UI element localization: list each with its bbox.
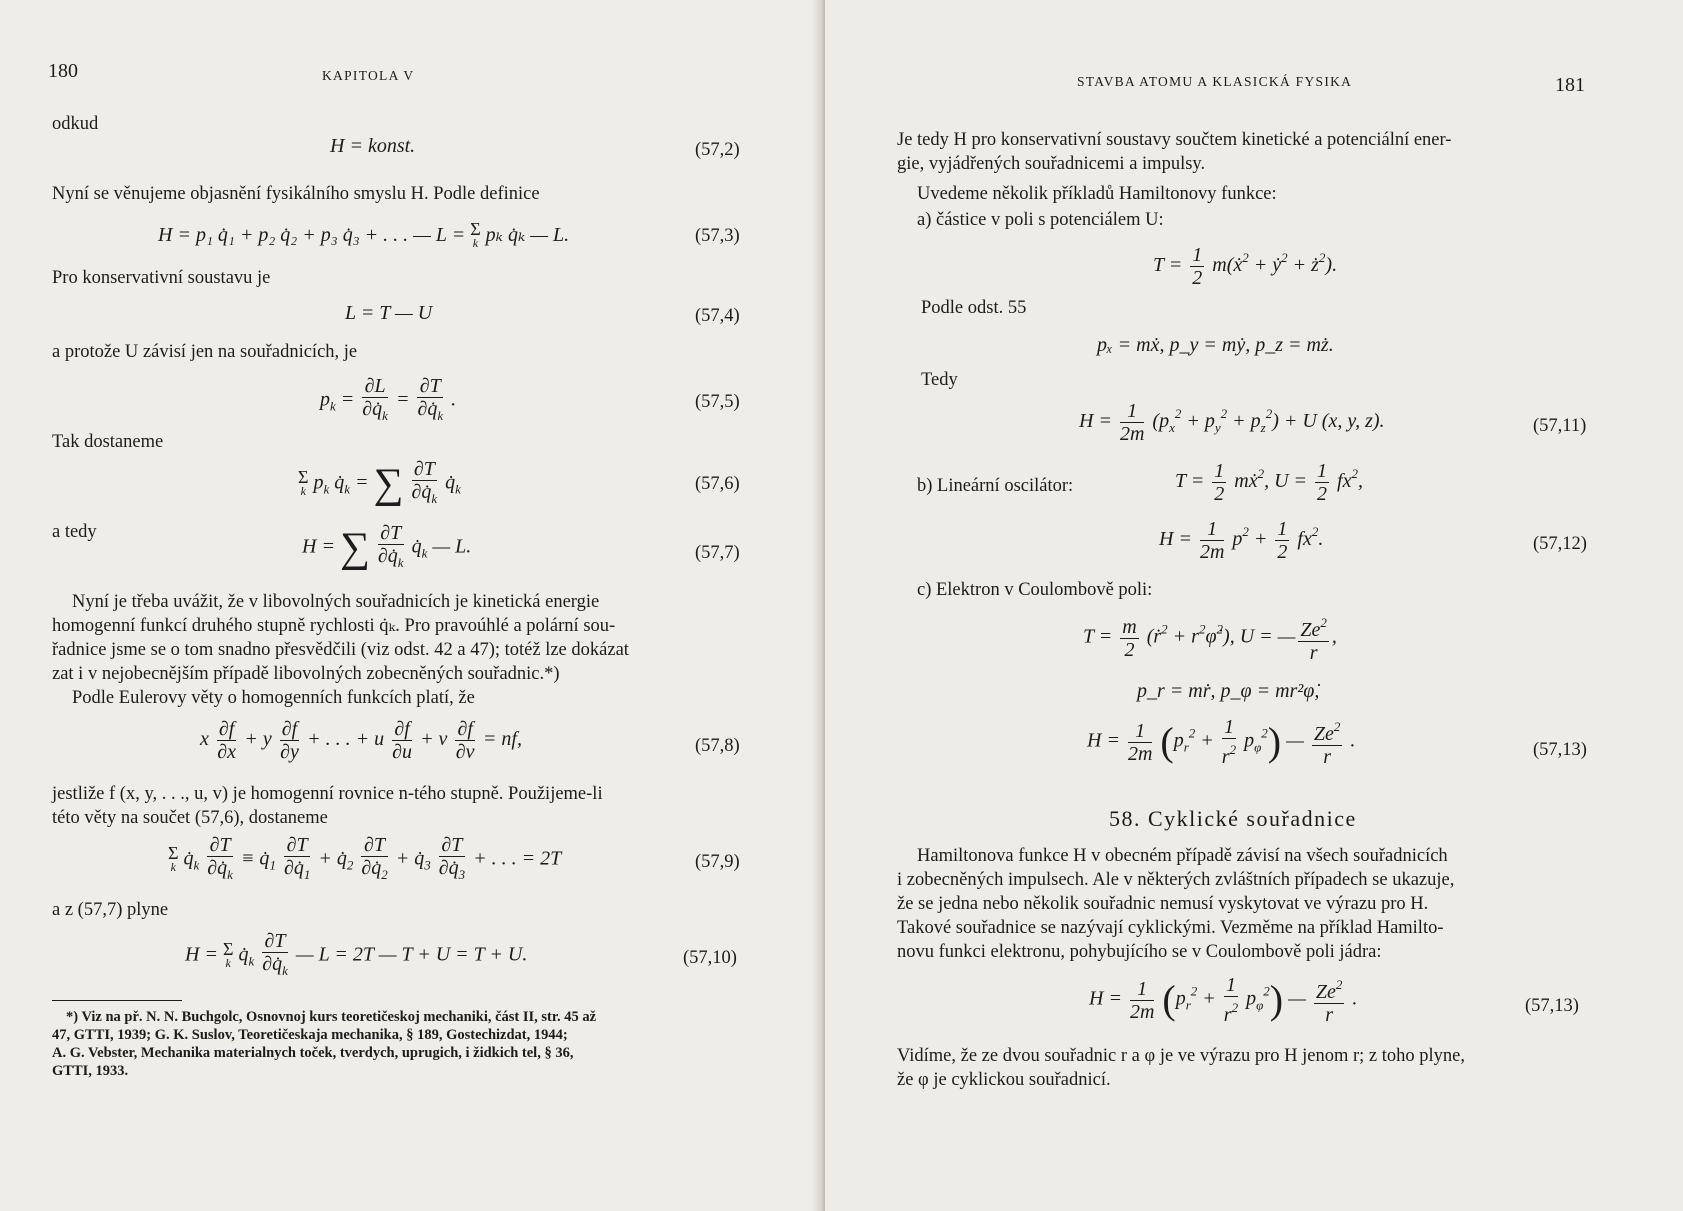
equation-number: (57,9) — [695, 852, 740, 872]
equation-57-13: H = $\frac{1}{2m}$ ($p_r^2$ + $\frac{1}{r^2}$ $p_\varphi^2$) — $\frac{Ze^2}{r}$ . — [1087, 716, 1356, 768]
text-line: a tedy — [52, 522, 97, 542]
example-label: b) Lineární oscilátor: — [917, 476, 1074, 496]
paragraph-line: homogenní funkcí druhého stupně rychlosti q̇ₖ. Pro pravoúhlé a polární sou- — [52, 616, 616, 636]
paragraph-line: gie, vyjádřených souřadnicemi a impulsy. — [897, 154, 1206, 174]
equation-57-2: H = konst. — [330, 135, 416, 157]
equation-57-6: Σ k $p_k$ $q̇_k$ = ∑ $\frac{\partial T}{\partial q̇_k}$ $q̇_k$ — [298, 458, 461, 507]
running-head: KAPITOLA V — [322, 68, 415, 83]
equation-oscillator-energy: T = $\frac{1}{2}$ mẋ$^2$, U = $\frac{1}{2}$ $fx^2$, — [1175, 460, 1363, 505]
paragraph-line: jestliže f (x, y, . . ., u, v) je homogenní rovnice n-tého stupně. Použijeme-li — [52, 784, 603, 804]
equation-text: pₖ q̇ₖ — L. — [485, 224, 570, 246]
text-line: Nyní se věnujeme objasnění fysikálního smyslu H. Podle definice — [52, 184, 540, 204]
equation-57-12: H = $\frac{1}{2m}$ $p^2$ + $\frac{1}{2}$ $fx^2$. — [1159, 518, 1324, 563]
equation-57-9: Σ k $q̇_k$ $\frac{\partial T}{\partial q̇_k}$ ≡ $q̇_1$ $\frac{\partial T}{\partial q̇_1}$ + $q̇_2$ $\frac{\partial T}{\partial q̇_2}$ + $q̇_3$ $\frac{\partial T}{\partial q̇_3}$ + . . . = 2T — [168, 834, 562, 882]
footnote-rule — [52, 1000, 182, 1001]
paragraph-line: zat i v nejobecnějším případě libovolných zobecněných souřadnic.*) — [52, 664, 560, 684]
equation-number: (57,13) — [1533, 740, 1587, 760]
equation-number: (57,3) — [695, 226, 740, 246]
equation-57-11: H = $\frac{1}{2m}$ $(p_x^2 + p_y^2 + p_z^2) + U$ (x, y, z). — [1079, 400, 1385, 445]
equation-number: (57,6) — [695, 474, 740, 494]
footnote-line: 47, GTTI, 1939; G. K. Suslov, Teoretičeskaja mechanika, § 189, Gostechizdat, 1944; — [52, 1027, 568, 1043]
equation-number: (57,13) — [1525, 996, 1579, 1016]
equation-number: (57,12) — [1533, 534, 1587, 554]
section-heading: 58. Cyklické souřadnice — [1109, 806, 1357, 831]
equation-57-8: x $\frac{\partial f}{\partial x}$ + y $\frac{\partial f}{\partial y}$ + . . . + u $\frac{\partial f}{\partial u}$ + v $\frac{\partial f}{\partial v}$ = nf, — [200, 718, 522, 763]
footnote-line: *) Viz na př. N. N. Buchgolc, Osnovnoj kurs teoretičeskoj mechaniki, část II, str. 45 až — [66, 1009, 597, 1025]
text-line: Podle odst. 55 — [921, 298, 1027, 318]
equation-number: (57,5) — [695, 392, 740, 412]
equation-number: (57,10) — [683, 948, 737, 968]
sum-symbol: Σ k — [470, 219, 481, 251]
equation-number: (57,2) — [695, 140, 740, 160]
paragraph-line: Vidíme, že ze dvou souřadnic r a φ je ve výrazu pro H jenom r; z toho plyne, — [897, 1046, 1465, 1066]
paragraph-line: Nyní je třeba uvážit, že v libovolných souřadnicích je kinetická energie — [72, 592, 600, 612]
example-label: a) částice v poli s potenciálem U: — [917, 210, 1164, 230]
page-number: 181 — [1555, 74, 1585, 96]
paragraph-line: Hamiltonova funkce H v obecném případě závisí na všech souřadnicích — [917, 846, 1448, 866]
paragraph-line: novu funkci elektronu, pohybujícího se v Coulombově poli jádra: — [897, 942, 1382, 962]
paragraph-line: že φ je cyklickou souřadnicí. — [897, 1070, 1111, 1090]
paragraph-line: Takové souřadnice se nazývají cyklickými. Vezměme na příklad Hamilto- — [897, 918, 1444, 938]
equation-number: (57,11) — [1533, 416, 1587, 436]
equation-57-10: H = Σ k $q̇_k$ $\frac{\partial T}{\partial q̇_k}$ — L = 2T — T + U = T + U. — [185, 930, 528, 978]
text-line: Tedy — [921, 370, 958, 390]
right-page — [825, 0, 1683, 1211]
text-line: Uvedeme několik příkladů Hamiltonovy funkce: — [917, 184, 1277, 204]
equation-text: H = p₁ q̇₁ + p₂ q̇₂ + p₃ q̇₃ + . . . — L = — [158, 224, 466, 246]
equation-57-3 — [158, 219, 570, 251]
equation-57-4: L = T — U — [345, 302, 433, 324]
left-page — [0, 0, 825, 1211]
footnote-line: GTTI, 1933. — [52, 1063, 129, 1079]
equation-coulomb-energy: T = $\frac{m}{2}$ (ṙ$^2$ + $r^2\varphi̇^2$), U = — $\frac{Ze^2}{r}$ , — [1083, 612, 1337, 664]
equation-57-5: $p_k$ = $\frac{\partial L}{\partial q̇_k}$ = $\frac{\partial T}{\partial q̇_k}$ . — [320, 375, 457, 423]
paragraph-line: Je tedy H pro konservativní soustavy součtem kinetické a potenciální ener- — [897, 130, 1452, 150]
text-line: a z (57,7) plyne — [52, 900, 169, 920]
equation-57-7: H = ∑ $\frac{\partial T}{\partial q̇_k}$ $q̇_k$ — L. — [302, 522, 472, 571]
text-line: Tak dostaneme — [52, 432, 164, 452]
paragraph-line: této věty na součet (57,6), dostaneme — [52, 808, 328, 828]
text-line: Pro konservativní soustavu je — [52, 268, 271, 288]
paragraph-line: i zobecněných impulsech. Ale v některých zvláštních případech se ukazuje, — [897, 870, 1455, 890]
equation-polar-momenta: p_r = mṙ, p_φ = mr²φ̇, — [1137, 680, 1320, 702]
footnote-line: A. G. Vebster, Mechanika materialnych toček, tverdych, uprugich, i židkich tel, § 36, — [52, 1045, 574, 1061]
equation-kinetic-energy: T = $\frac{1}{2}$ m(ẋ$^2$ + ẏ$^2$ + $ż^2$). — [1153, 244, 1338, 289]
running-head: STAVBA ATOMU A KLASICKÁ FYSIKA — [1077, 74, 1353, 89]
paragraph-line: Podle Eulerovy věty o homogenních funkcích platí, že — [72, 688, 475, 708]
equation-momenta: pₓ = mẋ, p_y = mẏ, p_z = mż. — [1097, 334, 1334, 356]
text-line: a protože U závisí jen na souřadnicích, je — [52, 342, 358, 362]
paragraph-line: že se jedna nebo několik souřadnic nemusí vyskytovat ve výrazu pro H. — [897, 894, 1429, 914]
equation-number: (57,8) — [695, 736, 740, 756]
text-line: odkud — [52, 114, 99, 134]
example-label: c) Elektron v Coulombově poli: — [917, 580, 1153, 600]
equation-number: (57,4) — [695, 306, 740, 326]
equation-57-13-repeat: H = $\frac{1}{2m}$ ($p_r^2$ + $\frac{1}{r^2}$ $p_\varphi^2$) — $\frac{Ze^2}{r}$ . — [1089, 974, 1358, 1026]
paragraph-line: řadnice jsme se o tom snadno přesvědčili (viz odst. 42 a 47); totéž lze dokázat — [52, 640, 629, 660]
equation-number: (57,7) — [695, 543, 740, 563]
page-number: 180 — [48, 60, 78, 82]
